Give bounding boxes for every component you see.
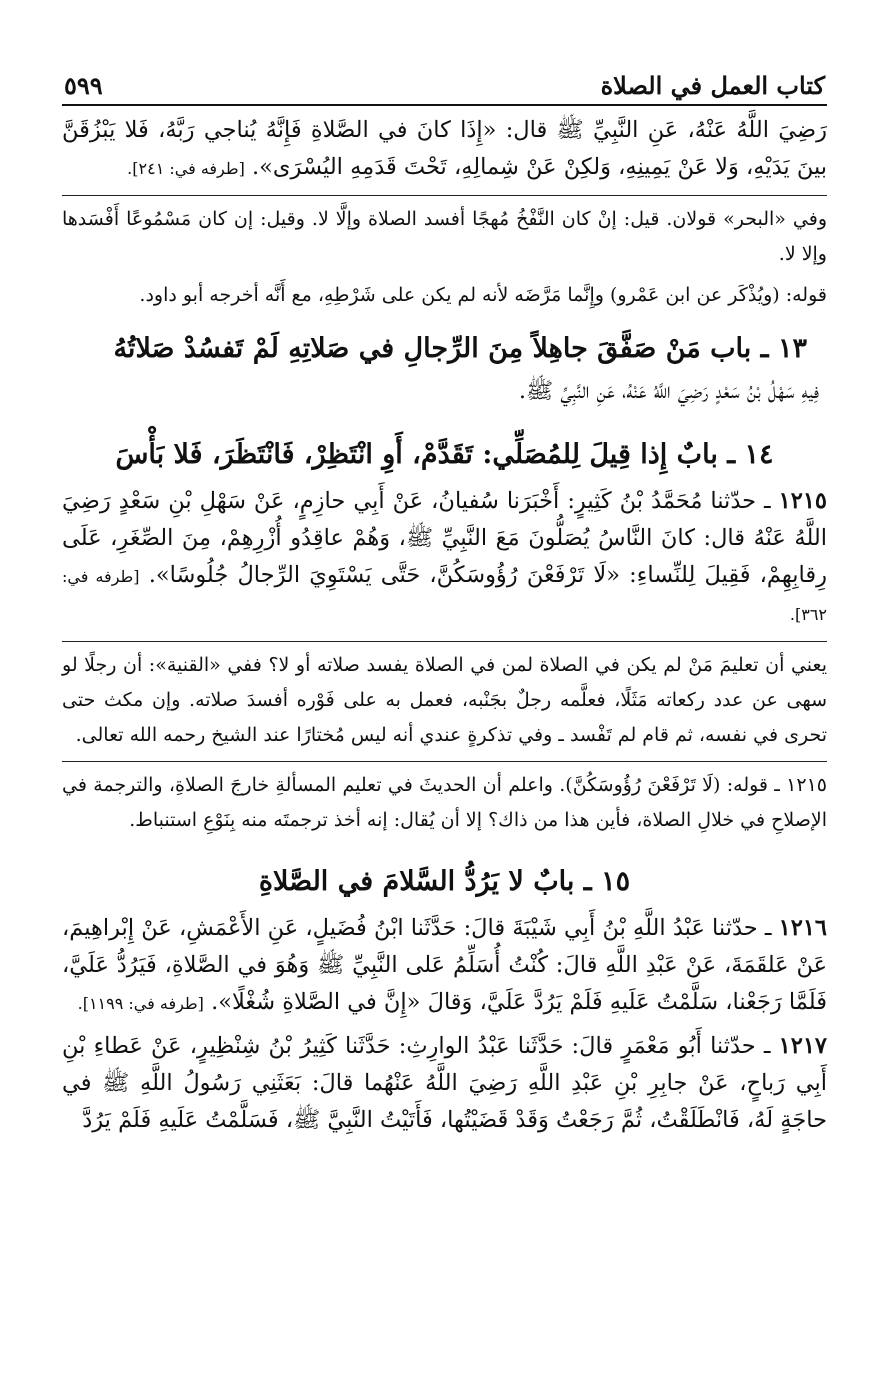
chapter-13-narration: فِيهِ سَهْلُ بْنُ سَعْدٍ رَضِيَ اللَّهُ عَنْهُ، عَنِ النَّبِيِّ ﷺ.: [518, 378, 819, 404]
commentary-paragraph: وفي «البحر» قولان. قيل: إنْ كان النَّفْخُ مُهجًا أفسد الصلاة وإلَّا لا. وقيل: إن كان مَسْمُوعًا أَفْسَدها وإلا لا.: [62, 208, 827, 265]
commentary-divider: [62, 761, 827, 762]
chapter-heading-13: ١٣ ـ باب مَنْ صَفَّقَ جاهِلاً مِنَ الرِّجالِ في صَلاتِهِ لَمْ تَفسُدْ صَلاتُهُ: [113, 333, 807, 364]
hadith-reference: [طرفه في: ٢٤١].: [127, 159, 245, 178]
commentary-divider: [62, 195, 827, 196]
hadith-text: ـ حدّثنا عَبْدُ اللَّهِ بْنُ أَبِي شَيْبَةَ قالَ: حَدَّثَنا ابْنُ فُضَيلٍ، عَنِ الأَعْمَشِ، عَنْ إِبْراهِيمَ، عَنْ عَلقَمَةَ، عَنْ عَبْدِ اللَّهِ قالَ: كُنْتُ أُسَلِّمُ عَلى النَّبِيِّ ﷺ وَهُوَ في الصَّلاةِ، فَيَرُدُّ عَلَيَّ، فَلَمَّا رَجَعْنا، سَلَّمْتُ عَلَيهِ فَلَمْ يَرُدَّ عَلَيَّ، وَقالَ «إِنَّ في الصَّلاةِ شُغْلًا».: [62, 915, 827, 1015]
hadith-number: ١٢١٧: [778, 1033, 827, 1059]
hadith-1216: [62, 910, 827, 1022]
hadith-number: ١٢١٦: [778, 915, 828, 941]
hadith-1215: [62, 483, 827, 633]
hadith-text: ـ حدّثنا أَبُو مَعْمَرٍ قالَ: حَدَّثَنا عَبْدُ الوارِثِ: حَدَّثَنا كَثِيرُ بْنُ شِنْظِيرٍ، عَنْ عَطاءِ بْنِ أَبِي رَباحٍ، عَنْ جابِرِ بْنِ عَبْدِ اللَّهِ رَضِيَ اللَّهُ عَنْهُما قالَ: بَعَثَنِي رَسُولُ اللَّهِ ﷺ في حاجَةٍ لَهُ، فَانْطَلَقْتُ، ثُمَّ رَجَعْتُ وَقَدْ قَضَيْتُها، فَأَتَيْتُ النَّبِيَّ ﷺ، فَسَلَّمْتُ عَلَيهِ فَلَمْ يَرُدَّ: [62, 1033, 827, 1133]
chapter-heading-14: ١٤ ـ بابٌ إِذا قِيلَ لِلمُصَلِّي: تَقَدَّمْ، أَوِ انْتَظِرْ، فَانْتَظَرَ، فَلا بَأْسَ: [115, 439, 774, 470]
page-number: ٥٩٩: [64, 71, 103, 100]
chapter-heading-15: ١٥ ـ بابٌ لا يَرُدُّ السَّلامَ في الصَّلاةِ: [258, 866, 631, 897]
commentary-paragraph: ١٢١٥ ـ قوله: (لَا تَرْفَعْنَ رُؤُوسَكُنَّ). واعلم أن الحديثَ في تعليم المسألةِ خارجَ الصلاةِ، والترجمة في الإصلاحِ في خلالِ الصلاة، فأين هذا من ذاك؟ إلا أن يُقال: إنه أخذ ترجمتَه منه بِنَوْعِ استنباط.: [62, 774, 827, 831]
hadith-text: ـ حدّثنا مُحَمَّدُ بْنُ كَثِيرٍ: أَخْبَرَنا سُفيانُ، عَنْ أَبِي حازِمٍ، عَنْ سَهْلِ بْنِ سَعْدٍ رَضِيَ اللَّهُ عَنْهُ قال: كانَ النَّاسُ يُصَلُّونَ مَعَ النَّبِيِّ ﷺ، وَهُمْ عاقِدُو أُزْرِهِمْ، مِنَ الصِّغَرِ، عَلَى رِقابِهِمْ، فَقِيلَ لِلنِّساءِ: «لَا تَرْفَعْنَ رُؤُوسَكُنَّ، حَتَّى يَسْتَوِيَ الرِّجالُ جُلُوسًا».: [62, 488, 827, 588]
hadith-1211-continuation: [62, 112, 827, 187]
running-header: [62, 58, 827, 106]
book-title: كتاب العمل في الصلاة: [600, 71, 825, 100]
hadith-reference: [طرفه في: ١١٩٩].: [77, 994, 204, 1013]
commentary-divider: [62, 641, 827, 642]
hadith-reference: [طرفه في: ٣٦٢].: [62, 567, 827, 624]
hadith-1217: [62, 1028, 827, 1139]
commentary-paragraph: قوله: (ويُذْكَر عن ابن عَمْرو) وإِنَّما مَرَّضَه لأنه لم يكن على شَرْطِهِ، مع أَنَّه أخرجه أبو داود.: [139, 284, 827, 306]
hadith-number: ١٢١٥: [778, 488, 828, 514]
hadith-text: رَضِيَ اللَّهُ عَنْهُ، عَنِ النَّبِيِّ ﷺ قال: «إِذَا كانَ في الصَّلاةِ فَإِنَّهُ يُناجي رَبَّهُ، فَلا يَبْزُقَنَّ بينَ يَدَيْهِ، وَلا عَنْ يَمِينِهِ، وَلكِنْ عَنْ شِمالِهِ، تَحْتَ قَدَمِهِ اليُسْرَى».: [62, 117, 827, 180]
commentary-paragraph: يعني أن تعليمَ مَنْ لم يكن في الصلاة لمن في الصلاة يفسد صلاته أو لا؟ ففي «القنية»: أن رجلًا لو سهى عن عدد ركعاته مَثَلًا، فعلَّمه رجلٌ بجَنْبه، فعمل به على فَوْره أفسدَ صلاته. وإن مكث حتى تحرى في نفسه، ثم قام لم تَفْسد ـ وفي تذكرةٍ عندي أنه ليس مُختارًا عند الشيخ رحمه الله تعالى.: [62, 654, 827, 746]
